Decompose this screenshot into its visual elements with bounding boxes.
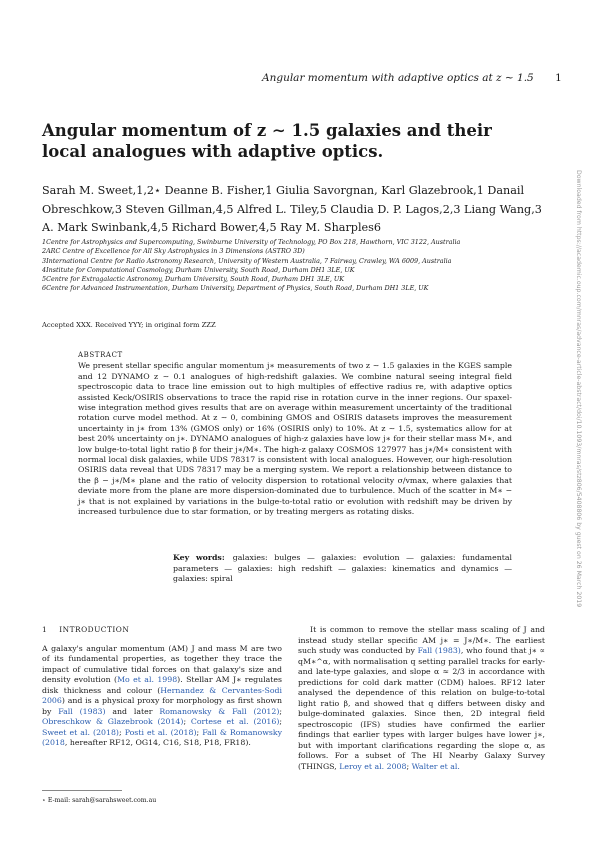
running-header [262,72,562,84]
abstract [78,350,512,518]
download-watermark [572,170,586,790]
abstract-heading: ABSTRACT [78,351,123,359]
keywords-text: galaxies: bulges — galaxies: evolution — galaxies: fundamental parameters — galaxies: high redshift — galaxies: kinematics and dynamics — galaxies: spiral [173,553,512,583]
running-title: Angular momentum with adaptive optics at z ∼ 1.5 [262,72,534,84]
body-text: ; [406,761,412,771]
affiliation-3: 3International Centre for Radio Astronomy Research, University of Western Australia, 7 Fairway, Crawley, WA 6009, Australia [42,256,452,265]
footnote-rule [42,790,122,791]
right-column [298,625,545,772]
body-text: ) and is a physical proxy for morphology as first shown by [42,696,282,716]
citation-link[interactable]: Walter et al. [411,761,460,771]
intro-paragraph-right [298,625,545,772]
affiliation-5: 5Centre for Extragalactic Astronomy, Durham University, South Road, Durham DH1 3LE, UK [42,275,345,284]
citation-link[interactable]: Mo et al. 1998 [117,675,178,684]
body-text: and later [105,706,160,716]
citation-link[interactable]: Sweet et al. (2018) [42,727,119,737]
affiliation-1: 1Centre for Astrophysics and Supercomputing, Swinburne University of Technology, PO Box 218, Hawthorn, VIC 3122, Australia [42,238,461,246]
body-text: A galaxy's angular momentum (AM) J and mass M are two of its fundamental properties, as together they trace the impact of cumulative tidal forces on that galaxy's size and density evolution ( [42,643,282,684]
body-text: ; [183,717,191,726]
paper-title: Angular momentum of z ∼ 1.5 galaxies and their local analogues with adaptive optics. [42,121,492,161]
citation-link[interactable]: Fall (1983) [58,706,106,716]
citation-link[interactable]: Posti et al. (2018) [124,727,197,737]
left-column [42,625,282,749]
affiliation-6: 6Centre for Advanced Instrumentation, Durham University, Department of Physics, South Road, Durham DH1 3LE, UK [42,284,429,293]
citation-link[interactable]: Fall & Romanowsky (2018 [42,727,283,747]
page-number: 1 [555,72,562,84]
body-text: ). Stellar AM J∗ regulates disk thickness and colour ( [42,675,283,695]
citation-link[interactable]: Obreschkow & Glazebrook (2014) [42,717,184,726]
keywords-label: Key words: [173,553,225,562]
body-text: , hereafter RF12, OG14, C16, S18, P18, FR18). [64,738,251,747]
download-watermark-text: Downloaded from https://academic.oup.com/mnras/advance-article-abstract/doi/10.1093/mnras/stz806/5408806 by guest on 26 March 2019 [575,170,582,608]
keywords [173,553,512,585]
citation-link[interactable]: Leroy et al. 2008 [339,761,407,771]
body-text: ; [279,717,283,726]
body-text: It is common to remove the stellar mass scaling of J and instead study stellar specific AM j∗ = J∗/M∗. The earliest such study was conducted by [298,625,545,655]
body-text: , who found that j∗ ∝ qM∗^α, with normalisation q setting parallel tracks for early- and late-type galaxies, and slope α ≈ 2/3 in accordance with predictions for cold dark matter (CDM) haloes. RF12 later analysed the dependence of this relation on bulge-to-total light ratio β, and showed that q differs between disky and bulge-dominated galaxies. Since then, 2D integral field spectroscopic (IFS) studies have confirmed the earlier findings that earlier types with larger bulges have lower j∗, but with important clarifications regarding the slope α, as follows. For a subset of The HI Nearby Galaxy Survey (THINGS, [298,646,546,771]
citation-link[interactable]: Romanowsky & Fall (2012) [159,706,280,716]
footnote-email: ⋆ E-mail: sarah@sarahsweet.com.au [42,797,157,804]
author-list: Sarah M. Sweet,1,2⋆ Deanne B. Fisher,1 Giulia Savorgnan, Karl Glazebrook,1 Danail Obreschkow,3 Steven Gillman,4,5 Alfred L. Tiley,5 Claudia D. P. Lagos,2,3 Liang Wang,3 A. Mark Swinbank,4,5 Richard Bower,4,5 Ray M. Sharples6 [42,184,542,234]
citation-link[interactable]: Hernandez & Cervantes-Sodi 2006 [42,685,282,705]
affiliation-4: 4Institute for Computational Cosmology, Durham University, South Road, Durham DH1 3LE, UK [42,265,355,274]
intro-paragraph-left [42,644,282,749]
body-text: ; [196,727,203,737]
body-text: ; [118,727,125,737]
section-title: INTRODUCTION [59,625,130,634]
section-heading [42,625,282,636]
abstract-text: We present stellar specific angular momentum j∗ measurements of two z ∼ 1.5 galaxies in the KGES sample and 12 DYNAMO z ∼ 0.1 analogues of high-redshift galaxies. We combine natural seeing integral field spectroscopic data to trace line emission out to high multiples of effective radius re, with adaptive optics assisted Keck/OSIRIS observations to trace the rapid rise in rotation curve in the inner regions. Our spaxel-wise integration method gives results that are on average within measurement uncertainty of the traditional rotation curve model method. At z ∼ 0, combining GMOS and OSIRIS datasets improves the measurement uncertainty in j∗ from 13% (GMOS only) or 16% (OSIRIS only) to 10%. At z ∼ 1.5, systematics allow for at best 20% uncertainty on j∗. DYNAMO analogues of high-z galaxies have low j∗ for their stellar mass M∗, and low bulge-to-total light ratio β for their j∗/M∗. The high-z galaxy COSMOS 127977 has j∗/M∗ consistent with normal local disk galaxies, while UDS 78317 is consistent with local analogues. However, our high-resolution OSIRIS data reveal that UDS 78317 may be a merging system. We report a relationship between distance to the β − j∗/M∗ plane and the ratio of velocity dispersion to rotational velocity σ/vmax, where galaxies that deviate more from the plane are more dispersion-dominated due to turbulence. Much of the scatter in M∗ − j∗ that is not explained by variations in the bulge-to-total ratio or evolution with redshift may be driven by increased turbulence due to star formation, or by treating mergers as rotating disks. [78,361,512,517]
body-text: ; [279,706,283,716]
section-number: 1 [42,625,48,634]
affiliation-2: 2ARC Centre of Excellence for All Sky Astrophysics in 3 Dimensions (ASTRO 3D) [42,247,305,256]
accepted-line: Accepted XXX. Received YYY; in original form ZZZ [42,321,216,329]
citation-link[interactable]: Fall (1983) [417,646,461,655]
citation-link[interactable]: Cortese et al. (2016) [190,717,280,726]
affiliations [42,238,547,294]
